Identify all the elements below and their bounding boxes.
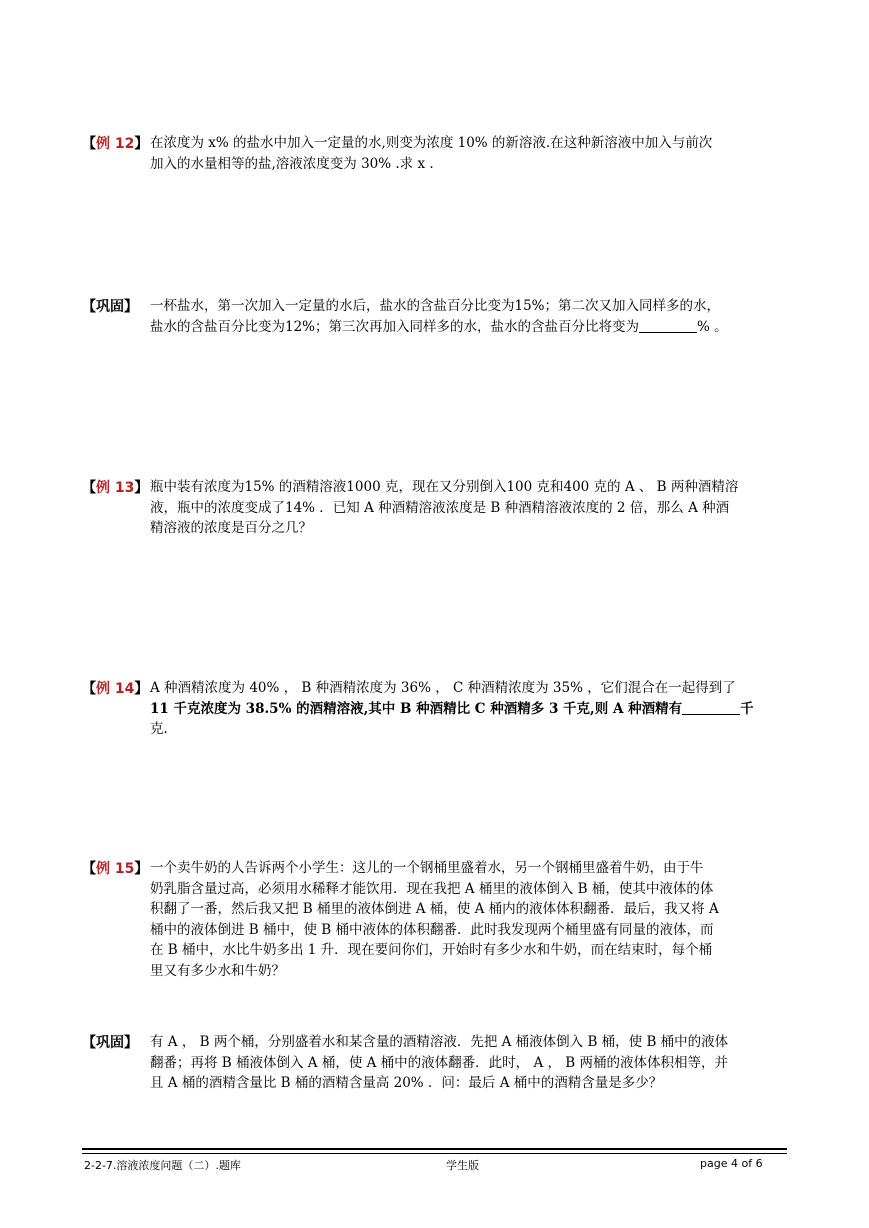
footer-left: 2-2-7.溶液浓度问题（二）.题库	[84, 1159, 241, 1172]
problem-line-text: 千	[740, 700, 754, 717]
problem-example-15	[82, 858, 788, 981]
problem-line-with-blank	[150, 317, 788, 338]
problem-tag: 【例 12】	[82, 136, 149, 152]
problem-text	[150, 133, 788, 174]
problem-line: 有 A ， B 两个桶，分别盛着水和某含量的酒精溶液．先把 A 桶液体倒入 B 桶，使 B 桶中的液体	[150, 1034, 729, 1050]
problem-tag: 【巩固】	[82, 1035, 138, 1051]
problem-consolidation-1	[82, 296, 788, 337]
answer-blank	[639, 318, 697, 333]
problem-line-text: % 。	[697, 318, 728, 335]
answer-blank	[682, 700, 740, 715]
problem-text	[150, 678, 788, 740]
problem-line-text: 11 千克浓度为 38.5% 的酒精溶液,其中 B 种酒精比 C 种酒精多 3 千克,则 A 种酒精有	[150, 700, 683, 717]
problem-line: 一杯盐水，第一次加入一定量的水后，盐水的含盐百分比变为15%；第二次又加入同样多的水，	[150, 298, 721, 314]
problem-text	[150, 477, 788, 539]
problem-line: 加入的水量相等的盐,溶液浓度变为 30% .求 x .	[150, 155, 434, 172]
problem-line-text: 盐水的含盐百分比变为12%；第三次再加入同样多的水，盐水的含盐百分比将变为	[150, 318, 640, 335]
tag-label: 巩固	[96, 1035, 124, 1051]
problem-line: 一个卖牛奶的人告诉两个小学生：这儿的一个钢桶里盛着水，另一个钢桶里盛着牛奶，由于牛	[150, 860, 704, 876]
problem-text	[150, 858, 788, 981]
problem-line: 翻番；再将 B 桶液体倒入 A 桶，使 A 桶中的液体翻番．此时， A ， B 两桶的液体体积相等，并	[150, 1054, 729, 1071]
tag-label: 例 13	[96, 480, 135, 496]
problem-line: A 种酒精浓度为 40% ， B 种酒精浓度为 36% ， C 种酒精浓度为 35% ，它们混合在一起得到了	[150, 680, 736, 696]
problem-line: 精溶液的浓度是百分之几？	[150, 520, 312, 536]
problem-line: 克.	[150, 721, 168, 737]
tag-label: 例 14	[96, 681, 135, 697]
problem-line: 在 B 桶中，水比牛奶多出 1 升．现在要问你们，开始时有多少水和牛奶，而在结束时，每个桶	[150, 942, 713, 958]
problem-line: 瓶中装有浓度为15% 的酒精溶液1000 克，现在又分别倒入100 克和400 克的 A 、 B 两种酒精溶	[150, 479, 739, 495]
problem-line: 且 A 桶的酒精含量比 B 桶的酒精含量高 20% ．问：最后 A 桶中的酒精含量是多少？	[150, 1075, 663, 1091]
problem-tag: 【巩固】	[82, 299, 138, 315]
tag-label: 例 12	[96, 136, 135, 152]
footer-center: 学生版	[446, 1159, 479, 1172]
problem-line-with-blank	[150, 699, 788, 720]
problem-line: 液，瓶中的浓度变成了14% ．已知 A 种酒精溶液浓度是 B 种酒精溶液浓度的 2 倍，那么 A 种酒	[150, 499, 730, 516]
tag-label: 巩固	[96, 299, 124, 315]
problem-line: 桶中的液体倒进 B 桶中，使 B 桶中液体的体积翻番．此时我发现两个桶里盛有同量的液体，而	[150, 921, 714, 938]
problem-consolidation-2	[82, 1032, 788, 1094]
problem-tag: 【例 13】	[82, 480, 149, 496]
problem-text	[150, 1032, 788, 1094]
problem-tag: 【例 15】	[82, 861, 149, 877]
tag-label: 例 15	[96, 861, 135, 877]
problem-line: 在浓度为 x% 的盐水中加入一定量的水,则变为浓度 10% 的新溶液.在这种新溶液中加入与前次	[150, 135, 713, 151]
footer-rule-thick	[82, 1148, 787, 1150]
problem-line: 积翻了一番，然后我又把 B 桶里的液体倒进 A 桶，使 A 桶内的液体体积翻番．最后，我又将 A	[150, 901, 719, 917]
footer-rule-thin	[82, 1153, 787, 1154]
problem-example-12	[82, 133, 788, 174]
problem-text	[150, 296, 788, 337]
problem-example-13	[82, 477, 788, 539]
footer-page-number: page 4 of 6	[700, 1157, 763, 1170]
problem-line: 奶乳脂含量过高，必须用水稀释才能饮用．现在我把 A 桶里的液体倒入 B 桶，使其中液体的体	[150, 880, 714, 897]
problem-tag: 【例 14】	[82, 681, 149, 697]
problem-example-14	[82, 678, 788, 740]
problem-line: 里又有多少水和牛奶？	[150, 962, 285, 979]
